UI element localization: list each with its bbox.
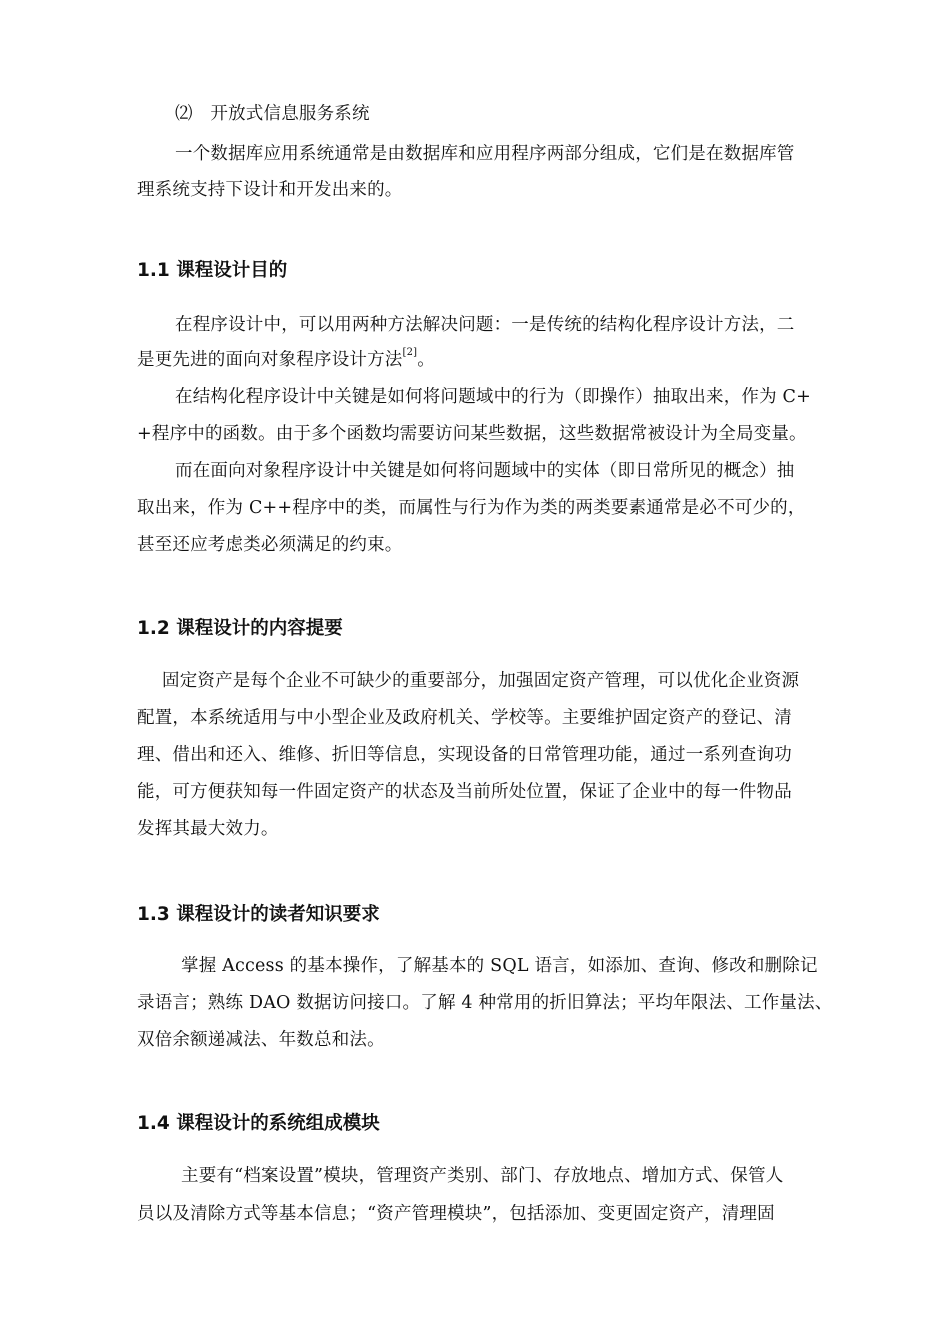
section-1-2-paragraph-line-3: 理、借出和还入、维修、折旧等信息，实现设备的日常管理功能，通过一系列查询功 xyxy=(137,745,792,765)
section-1-2-paragraph-line-2: 配置，本系统适用与中小型企业及政府机关、学校等。主要维护固定资产的登记、清 xyxy=(137,708,792,728)
section-heading-1-2: 1.2 课程设计的内容提要 xyxy=(137,618,343,639)
section-1-4-paragraph-line-2: 员以及清除方式等基本信息；“资产管理模块”，包括添加、变更固定资产，清理固 xyxy=(137,1204,775,1224)
section-heading-1-3: 1.3 课程设计的读者知识要求 xyxy=(137,904,380,925)
list-item-open-info-service: ⑵ 开放式信息服务系统 xyxy=(175,104,370,124)
section-heading-1-4: 1.4 课程设计的系统组成模块 xyxy=(137,1113,380,1134)
section-1-2-paragraph-line-4: 能，可方便获知每一件固定资产的状态及当前所处位置，保证了企业中的每一件物品 xyxy=(137,782,792,802)
paragraph-text: 是更先进的面向对象程序设计方法 xyxy=(137,350,403,370)
section-1-2-paragraph-line-1: 固定资产是每个企业不可缺少的重要部分，加强固定资产管理，可以优化企业资源 xyxy=(162,671,800,691)
section-1-1-paragraph-3-line-3: 甚至还应考虑类必须满足的约束。 xyxy=(137,535,403,555)
section-1-4-paragraph-line-1: 主要有“档案设置”模块，管理资产类别、部门、存放地点、增加方式、保管人 xyxy=(181,1166,784,1186)
section-1-1-paragraph-3-line-2: 取出来，作为 C++程序中的类，而属性与行为作为类的两类要素通常是必不可少的， xyxy=(137,498,806,518)
section-heading-1-1: 1.1 课程设计目的 xyxy=(137,260,288,281)
section-1-1-paragraph-2-line-2: +程序中的函数。由于多个函数均需要访问某些数据，这些数据常被设计为全局变量。 xyxy=(137,424,807,444)
section-1-1-paragraph-2-line-1: 在结构化程序设计中关键是如何将问题域中的行为（即操作）抽取出来，作为 C+ xyxy=(175,387,812,407)
section-1-1-paragraph-1-line-2 xyxy=(137,348,435,372)
section-1-1-paragraph-1-line-1: 在程序设计中，可以用两种方法解决问题：一是传统的结构化程序设计方法，二 xyxy=(175,315,795,335)
intro-paragraph-line-1: 一个数据库应用系统通常是由数据库和应用程序两部分组成，它们是在数据库管 xyxy=(175,144,795,164)
section-1-3-paragraph-line-1: 掌握 Access 的基本操作，了解基本的 SQL 语言，如添加、查询、修改和删除记 xyxy=(181,956,818,976)
section-1-2-paragraph-line-5: 发挥其最大效力。 xyxy=(137,819,279,839)
section-1-3-paragraph-line-2: 录语言；熟练 DAO 数据访问接口。了解 4 种常用的折旧算法；平均年限法、工作量法、 xyxy=(137,993,833,1013)
paragraph-end: 。 xyxy=(417,350,435,370)
section-1-3-paragraph-line-3: 双倍余额递减法、年数总和法。 xyxy=(137,1030,385,1050)
citation-ref: [2] xyxy=(402,347,418,358)
intro-paragraph-line-2: 理系统支持下设计和开发出来的。 xyxy=(137,180,403,200)
section-1-1-paragraph-3-line-1: 而在面向对象程序设计中关键是如何将问题域中的实体（即日常所见的概念）抽 xyxy=(175,461,795,481)
